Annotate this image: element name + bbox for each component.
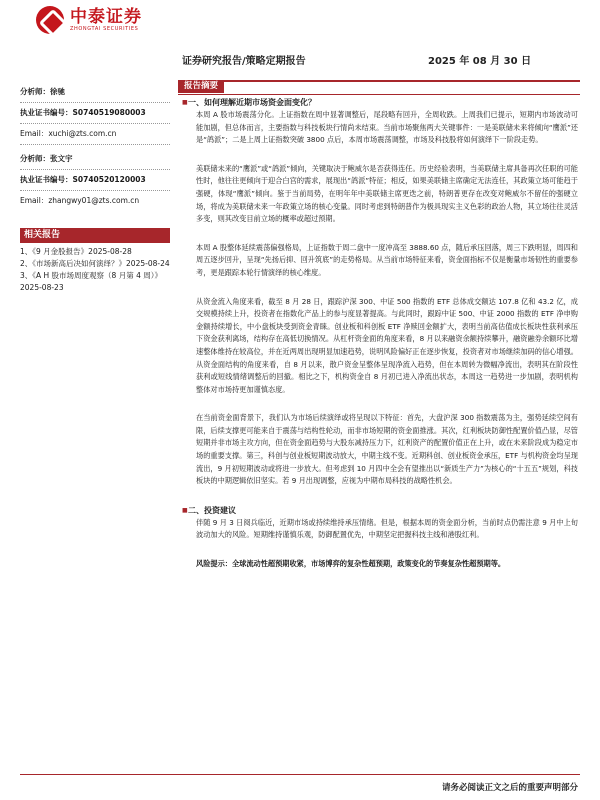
cert-row (20, 172, 170, 188)
logo-mark-icon (36, 6, 64, 34)
related-reports-heading: 相关报告 (20, 228, 170, 243)
cert-number: S0740519080003 (72, 108, 146, 117)
analyst-name-row (20, 84, 170, 100)
report-type: 证券研究报告/策略定期报告 (182, 56, 306, 67)
paragraph: 伴随 9 月 3 日阅兵临近，近期市场或持续维持承压情绪。但是，根据本周的资金面分析，当前时点仍需注意 9 月中上旬波动加大的风险。短期维持谨慎乐观，防御配置优先，中期坚定把握科技主线和港股红利。 (196, 517, 578, 540)
related-report-link[interactable]: 1、《9 月金股报告》2025-08-28 (20, 247, 132, 256)
analyst-name: 徐驰 (50, 87, 65, 96)
related-report-link[interactable]: 2、《市场新高后决如何演绎？》2025-08-24 (20, 259, 170, 268)
summary-label: 报告摘要 (178, 80, 224, 93)
analyst-label: 分析师： (20, 87, 50, 96)
logo-name-en: ZHONGTAI SECURITIES (70, 25, 139, 32)
risk-warning: 风险提示：全球流动性超预期收紧，市场博弈的复杂性超预期，政策变化的节奏复杂性超预期等。 (196, 559, 506, 569)
email-link[interactable]: zhangwy01@zts.com.cn (48, 196, 140, 205)
analyst-panel (20, 84, 170, 215)
email-link[interactable]: xuchi@zts.com.cn (48, 129, 117, 138)
analyst-block (20, 151, 170, 209)
logo-name-cn: 中泰证券 (70, 6, 142, 27)
cert-number: S0740520120003 (72, 175, 146, 184)
paragraph: 从资金流入角度来看，截至 8 月 28 日，跟踪沪深 300、中证 500 指数的 ETF 总体成交额达 107.8 亿和 43.2 亿，成交规模持续上升，投资者在指数化产品上的参与度显著提高。与此同时，跟踪中证 500、中证 2000 指数的 ETF 净申购金额持续增长，中小盘板块受到资金青睐。创业板和科创板 ETF 净赎回金额扩大，表明当前高估值成长板块性获利承压下资金获利离场，结构存在高低切换情况。从杠杆资金面的角度来看，8 月以来融资余额持续攀升，融资融券余额环比增速整体维持在较高位，并在近两周出现明显加速趋势，说明风险偏好正在逐步恢复，投资者对市场继续加码的信心增强。从资金面结构的角度来看，自 8 月以来，散户资金呈整体呈现净流入趋势，但在本周转为微幅净流出，表明其在阶段性获利或短线情绪调整后的回撤。相比之下，机构资金自 8 月初已进入净流出状态，本周这一趋势进一步加剧，表明机构整体对市场持更加谨慎态度。 (196, 296, 578, 394)
paragraph: 在当前资金面背景下，我们认为市场后续演绎或将呈现以下特征：首先，大盘沪深 300 指数震荡为主，强势延续空间有限，后续支撑更可能来自于震荡与结构性轮动，而非市场短期的资金面推涨。其次，红利板块防御性配置价值凸显，尽管短期并非市场主攻方向，但在资金面趋势与大股东减持压力下，红利资产的配置价值正在上升，或在未来阶段成为稳定市场的重要支撑。第三，科创与创业板短期波动放大，中期主线不变。近期科创、创业板资金承压，ETF 与机构资金均呈现流出，9 月初短期波动或将进一步放大。但考虑到 10 月四中全会有望推出以“新质生产力”为核心的“十五五”规划，科技板块的中期逻辑依旧坚实。若 9 月出现调整，应视为中期布局科技的战略性机会。 (196, 413, 578, 486)
company-logo (36, 6, 142, 34)
analyst-label: 分析师： (20, 154, 50, 163)
paragraph: 美联储未来的“鹰派”或“鸽派”倾向，关键取决于鲍威尔是否获得连任。历史经验表明，当美联储主席具备再次任职的可能性时，他往往更倾向于迎合白宫的需求，展现出“鸽派”特征；相反，如果美联储主席确定无法连任，其政策立场可能趋于强硬，体现“鹰派”倾向。鉴于当前局势，在明年年中美联储主席更迭之前，特朗普更存在改变对鲍威尔不留任的强硬立场，将成为美联储未来一年政策立场的核心变量。同时考虑到特朗普作为极具现实主义色彩的政治人物，其立场往往灵活多变，则其改变目前立场的概率或超过预期。 (196, 163, 578, 224)
email-row (20, 126, 170, 142)
section-title: ■ 一、如何理解近期市场资金面变化？ (188, 96, 578, 109)
related-report-link[interactable]: 3、《A H 股市场周度观察（8 月第 4 周）》2025-08-23 (20, 271, 163, 292)
paragraph: 本周 A 股市场震荡分化。上证指数在周中显著调整后，尾段略有回升，全周收跌。上周我们已提示，短期内市场波动可能加剧，但总体而言，主要指数与科技板块行情尚未结束。当前市场聚焦两大关键事件：一是美联储未来将倾向“鹰派”还是“鸽派”；二是上周上证指数突破 3800 点后，本周市场震荡调整，市场及科技股将如何演绎下一阶段走势。 (196, 110, 578, 145)
summary-rule-bottom (178, 94, 580, 95)
analyst-name: 张文宇 (50, 154, 73, 163)
paragraph: 本周 A 股整体延续震荡偏强格局，上证指数于周二盘中一度冲高至 3888.60 点，随后承压回落，周三下跌明显，周四和周五逐步回升，呈现“先扬后抑、回升筑底”的走势格局。从当前市场特征来看，资金面指标不仅是衡量市场韧性的重要参考，更是跟踪本轮行情演绎的核心维度。 (196, 242, 578, 277)
email-label: Email： (20, 196, 49, 205)
email-row (20, 193, 170, 209)
section-title: ■ 二、投资建议 (188, 504, 578, 517)
report-summary-body (188, 96, 578, 571)
analyst-block (20, 84, 170, 145)
summary-rule (178, 80, 580, 92)
related-reports-list (20, 246, 172, 294)
footer-disclaimer: 请务必阅读正文之后的重要声明部分 (441, 783, 578, 793)
analyst-name-row (20, 151, 170, 167)
report-date: 2025 年 08 月 30 日 (428, 56, 532, 67)
footer-rule (20, 774, 580, 775)
cert-row (20, 105, 170, 121)
cert-label: 执业证书编号： (20, 175, 73, 184)
cert-label: 执业证书编号： (20, 108, 73, 117)
email-label: Email： (20, 129, 49, 138)
